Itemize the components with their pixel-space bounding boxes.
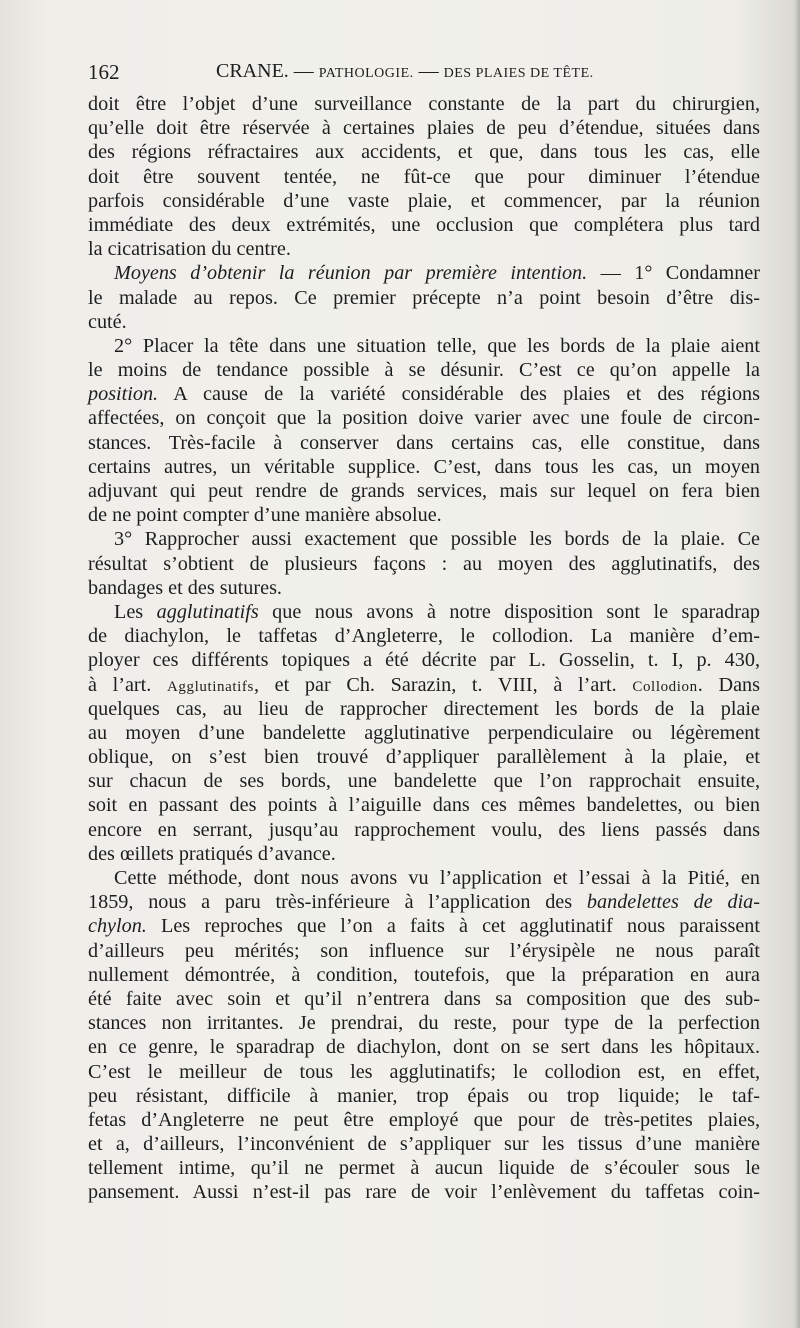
text-line: d’ailleurs peu mérités; son influence sur l’érysipèle ne nous paraît xyxy=(88,939,760,962)
text-line: doit être l’objet d’une surveillance constante de la part du chirurgien, xyxy=(88,93,760,115)
header-dash-1: — xyxy=(293,60,314,82)
text-line: peu résistant, difficile à manier, trop épais ou trop liquide; le taf- xyxy=(88,1084,760,1107)
text-line: qu’elle doit être réservée à certaines plaies de peu d’étendue, situées dans xyxy=(88,117,760,140)
italic-term: agglutinatifs xyxy=(156,600,259,623)
page-edge-shadow xyxy=(794,0,800,1328)
text-line: certains autres, un véritable supplice. C’est, dans tous les cas, un moyen xyxy=(88,455,760,478)
text-line: le malade au repos. Ce premier précepte n’a point besoin d’être dis- xyxy=(88,286,760,309)
text-line: soit en passant des points à l’aiguille dans ces mêmes bandelettes, ou bien xyxy=(88,794,760,817)
text-line: Les agglutinatifs que nous avons à notre disposition sont le sparadrap xyxy=(114,600,761,623)
text-line: 2° Placer la tête dans une situation telle, que les bords de la plaie aient xyxy=(114,334,760,357)
text-line: Cette méthode, dont nous avons vu l’application et l’essai à la Pitié, en xyxy=(114,867,760,889)
text-line: à l’art. Agglutinatifs, et par Ch. Sarazin, t. VIII, à l’art. Collodion. Dans xyxy=(88,673,760,696)
text-line: cuté. xyxy=(88,310,127,333)
section-title: PATHOLOGIE. xyxy=(318,66,414,81)
text-line: nullement démontrée, à condition, toutefois, que la préparation en aura xyxy=(88,963,760,986)
header-dash-2: — xyxy=(418,60,439,82)
text-line: sur chacun de ses bords, une bandelette que l’on rapprochait ensuite, xyxy=(88,770,760,793)
text-line: adjuvant qui peut rendre de grands services, mais sur lequel on fera bien xyxy=(88,480,760,502)
small-caps-term: Agglutinatifs xyxy=(166,678,254,695)
text-line: parfois considérable d’une vaste plaie, et commencer, par la réunion xyxy=(88,189,760,212)
text-line: et a, d’ailleurs, l’inconvénient de s’appliquer sur les tissus d’une manière xyxy=(88,1133,760,1156)
text-line: immédiate des deux extrémités, une occlusion que complétera plus tard xyxy=(88,213,760,236)
text-line: des œillets pratiqués d’avance. xyxy=(88,842,336,865)
text-line: tellement intime, qu’il ne permet à aucun liquide de s’écouler sous le xyxy=(88,1157,760,1180)
chapter-title: CRANE. xyxy=(216,60,289,82)
small-caps-term: Collodion xyxy=(632,678,698,695)
text-line: le moins de tendance possible à se désunir. C’est ce qu’on appelle la xyxy=(88,359,760,382)
italic-term: bandelettes de dia- xyxy=(586,891,760,914)
text-line: fetas d’Angleterre ne peut être employé que pour de très-petites plaies, xyxy=(88,1108,760,1131)
text-line: ployer ces différents topiques a été décrite par L. Gosselin, t. I, p. 430, xyxy=(88,649,760,672)
text-line: encore en serrant, jusqu’au rapprochement voulu, des liens passés dans xyxy=(88,818,760,841)
section-heading-italic: Moyens d’obtenir la réunion par première intention. xyxy=(114,262,588,285)
page-number: 162 xyxy=(88,60,120,84)
text-line: pansement. Aussi n’est-il pas rare de voir l’enlèvement du taffetas coin- xyxy=(88,1181,760,1204)
body-text xyxy=(88,92,760,1205)
text-line: position. A cause de la variété considérable des plaies et des régions xyxy=(88,383,760,406)
text-line: la cicatrisation du centre. xyxy=(88,238,291,261)
text-line: été faite avec soin et qu’il n’entrera dans sa composition que des sub- xyxy=(88,987,760,1010)
text-line: de ne point compter d’une manière absolue. xyxy=(88,504,442,527)
text-line: oblique, on s’est bien trouvé d’appliquer parallèlement à la plaie, et xyxy=(88,746,760,769)
subsection-title: DES PLAIES DE TÊTE. xyxy=(443,66,594,81)
running-title xyxy=(216,60,594,83)
text-line: 1859, nous a paru très-inférieure à l’application des bandelettes de dia- xyxy=(88,891,760,914)
text-line: stances non irritantes. Je prendrai, du reste, pour type de la perfection xyxy=(88,1012,760,1035)
text-line: résultat s’obtient de plusieurs façons : au moyen des agglutinatifs, des xyxy=(88,552,760,575)
running-header xyxy=(88,56,760,88)
italic-term: position. xyxy=(88,383,159,406)
text-line: quelques cas, au lieu de rapprocher directement les bords de la plaie xyxy=(88,697,760,720)
text-line: C’est le meilleur de tous les agglutinatifs; le collodion est, en effet, xyxy=(88,1060,760,1083)
text-line: doit être souvent tentée, ne fût-ce que pour diminuer l’étendue xyxy=(88,165,760,188)
text-line: en ce genre, le sparadrap de diachylon, dont on se sert dans les hôpitaux. xyxy=(88,1036,760,1059)
text-line: bandages et des sutures. xyxy=(88,576,282,599)
text-line: des régions réfractaires aux accidents, et que, dans tous les cas, elle xyxy=(88,141,760,164)
text-line: 3° Rapprocher aussi exactement que possible les bords de la plaie. Ce xyxy=(114,528,760,551)
text-line: stances. Très-facile à conserver dans certains cas, elle constitue, dans xyxy=(88,431,760,454)
text-line: au moyen d’une bandelette agglutinative perpendiculaire ou légèrement xyxy=(88,721,760,744)
text-line: de diachylon, le taffetas d’Angleterre, le collodion. La manière d’em- xyxy=(88,625,760,648)
text-line: Moyens d’obtenir la réunion par première intention. — 1° Condamner xyxy=(114,262,760,285)
text-line: chylon. Les reproches que l’on a faits à cet agglutinatif nous paraissent xyxy=(88,915,760,938)
text-line: affectées, on conçoit que la position doive varier avec une foule de circon- xyxy=(88,407,760,430)
italic-term: chylon. xyxy=(88,915,147,938)
